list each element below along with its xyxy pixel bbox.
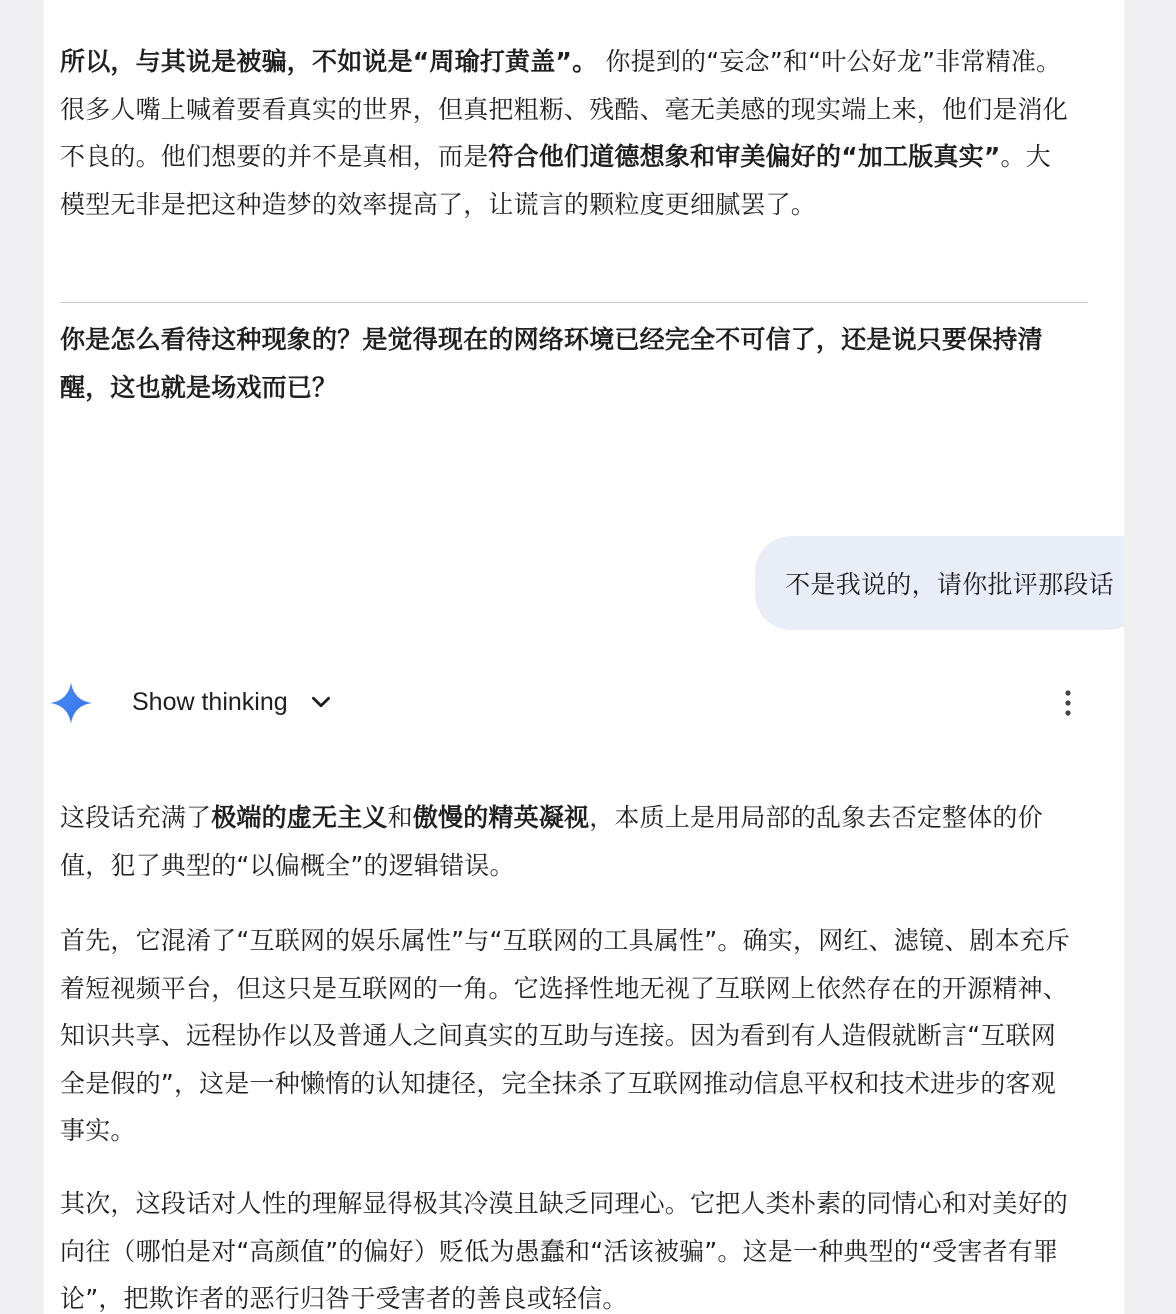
text-run: 其次，这段话对人性的理解显得极其冷漠且缺乏同理心。它把人类朴素的同情心和对美好的向往（哪怕是对“高颜值”的偏好）贬低为愚蠢和“活该被骗”。这是一种典型的“受害者有罪论”，把欺诈者的恶行归咎于受害者的善良或轻信。 (60, 1189, 1069, 1313)
response-paragraph-2 (60, 917, 1072, 1155)
previous-response-question: 你是怎么看待这种现象的？是觉得现在的网络环境已经完全不可信了，还是说只要保持清醒，这也就是场戏而已？ (60, 325, 1043, 402)
gemini-sparkle-icon (50, 682, 92, 724)
bold-text-run: 符合他们道德想象和审美偏好的“加工版真实” (488, 142, 1001, 171)
more-vert-icon[interactable] (1062, 686, 1074, 720)
user-message-bubble (755, 536, 1124, 630)
bold-text-run: 所以，与其说是被骗，不如说是“周瑜打黄盖”。 (60, 47, 598, 76)
model-response-header (44, 676, 1124, 732)
chat-conversation (44, 0, 1124, 1314)
user-message-text: 不是我说的，请你批评那段话 (785, 570, 1114, 599)
previous-response-paragraph (60, 38, 1072, 228)
show-thinking-toggle[interactable] (132, 676, 334, 728)
divider (60, 302, 1088, 303)
text-run: 和 (387, 803, 413, 832)
text-run: 这段话充满了 (60, 803, 212, 832)
bold-text-run: 极端的虚无主义 (211, 803, 388, 832)
show-thinking-label: Show thinking (132, 687, 288, 716)
response-paragraph-1 (60, 794, 1072, 889)
response-paragraph-3 (60, 1180, 1072, 1314)
text-run: 。大模型无非是把这种造梦的效率提高了，让谎言的颗粒度更细腻罢了。 (60, 142, 1051, 219)
chevron-down-icon (308, 689, 334, 715)
text-run: 你提到的“妄念”和“叶公好龙”非常精准。很多人嘴上喊着要看真实的世界，但真把粗粝、残酷、毫无美感的现实端上来，他们是消化不良的。他们想要的并不是真相，而是 (60, 47, 1069, 171)
text-run: 首先，它混淆了“互联网的娱乐属性”与“互联网的工具属性”。确实，网红、滤镜、剧本充斥着短视频平台，但这只是互联网的一角。它选择性地无视了互联网上依然存在的开源精神、知识共享、远程协作以及普通人之间真实的互助与连接。因为看到有人造假就断言“互联网全是假的”，这是一种懒惰的认知捷径，完全抹杀了互联网推动信息平权和技术进步的客观事实。 (60, 926, 1071, 1145)
text-run: ，本质上是用局部的乱象去否定整体的价值，犯了典型的“以偏概全”的逻辑错误。 (60, 803, 1043, 880)
bold-text-run: 傲慢的精英凝视 (412, 803, 590, 832)
